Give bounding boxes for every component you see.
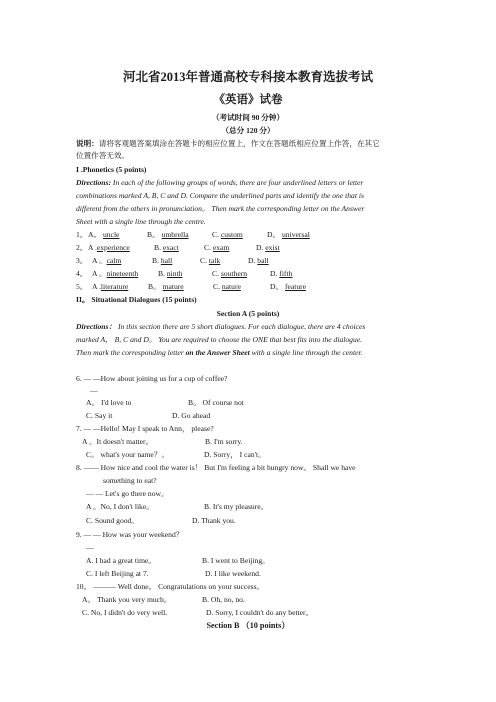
section-b-heading: Section B （10 points） (206, 621, 290, 630)
question-text: — (86, 543, 94, 552)
exam-time: （考试时间 90 分钟） (211, 113, 285, 122)
part2-heading: II。 Situational Dialogues (15 points) (76, 295, 197, 304)
question-text: 7. — —Hello! May I speak to Ann， please? (76, 424, 214, 433)
question-number: 3。 (76, 256, 88, 265)
part1-directions-1 (76, 178, 363, 188)
option-a: A。 uncle (88, 230, 120, 239)
option-b: B. I'm sorry. (205, 437, 243, 446)
part1-dir-label: Directions: (76, 178, 112, 187)
part2-directions-2: marked A， B, C and D。 You are required to choose the ONE that best fits into the dialogue. (76, 335, 363, 344)
option-b: B. ninth (158, 269, 183, 278)
part2-dir-line1: In this section there are 5 short dialogues. For each dialogue, there are 4 choices (116, 322, 366, 331)
option-a: A .literature (92, 282, 129, 291)
part2-dir-label: Directions： (76, 322, 117, 331)
question-text: — — Let's go there now。 (86, 489, 169, 498)
option-a: A. I had a great time。 (86, 556, 157, 565)
question-number: 4。 (76, 269, 88, 278)
part2-directions-3: Then mark the corresponding letter on the Answer Sheet with a single line through the center. (76, 348, 363, 357)
exam-score: （总分 120 分） (221, 126, 275, 135)
question-text: 6. — —How about joining us for a cup of coffee? (76, 374, 228, 383)
exam-note-2: 位置作答无效。 (76, 151, 130, 160)
part2-directions-1 (76, 322, 365, 332)
question-number: 1。 (76, 230, 88, 239)
option-d: D. Sorry, I couldn't do any better。 (206, 608, 314, 617)
option-a: A。 I'd love to (86, 398, 132, 407)
option-a: A 。It doesn't matter。 (82, 437, 154, 446)
question-text: 9. — — How was your weekend？ (76, 530, 184, 539)
option-a: A。 Thank you very much。 (82, 595, 172, 604)
option-d: D。 universal (267, 230, 310, 239)
option-a: A 。calm (92, 256, 122, 265)
question-text: 10。 ——— Well done。 Congratulations on your success。 (76, 582, 265, 591)
option-c: C. custom (212, 230, 243, 239)
exam-title: 河北省2013年普通高校专科接本教育选拔考试 (122, 70, 373, 84)
section-a-heading: Section A (5 points) (216, 309, 280, 318)
option-d: D. ball (248, 256, 269, 265)
part1-directions-3: different from the others in pronunciation。 Then mark the corresponding letter on the Answer (76, 204, 365, 213)
option-c: C. exam (204, 243, 230, 252)
option-d: D. Go ahead (172, 411, 211, 420)
option-a: A .experience (88, 243, 130, 252)
option-c: C. southern (212, 269, 248, 278)
part1-directions-2: combinations marked A, B, C and D. Compare the underlined parts and identify the one that is (76, 191, 364, 200)
option-d: D。 feature (270, 282, 307, 291)
part1-heading: I .Phonetics (5 points) (76, 165, 147, 174)
note-label: 说明： (76, 139, 99, 148)
option-b: B. It's my pleasure。 (204, 502, 269, 511)
option-d: D. Sorry， I can't。 (204, 450, 266, 459)
question-text: 8. —— How nice and cool the water is！ But I'm feeling a bit hungry now。 Shall we have (76, 463, 356, 472)
option-c: C. Say it (86, 411, 113, 420)
option-b: B。 umbrella (147, 230, 189, 239)
option-c: C. talk (200, 256, 221, 265)
option-b: B。 Of course not (188, 398, 244, 407)
question-text: — (90, 386, 98, 395)
option-a: A 。nineteenth (92, 269, 139, 278)
option-d: D. I like weekend. (205, 569, 261, 578)
option-b: B. I went to Beijing。 (202, 556, 270, 565)
option-b: B. exact (154, 243, 179, 252)
exam-note (76, 139, 380, 149)
question-number: 5。 (76, 282, 88, 291)
exam-subject: 《英语》试卷 (213, 94, 283, 106)
option-d: D. Thank you. (192, 516, 236, 525)
part1-directions-4: Sheet with a single line through the centre. (76, 217, 206, 226)
option-c: C. I left Beijing at 7. (86, 569, 149, 578)
option-c: C. Sound good。 (86, 516, 139, 525)
note-text: 请将客观题答案填涂在答题卡的相应位置上，作文在答题纸相应位置上作答，在其它 (98, 139, 380, 148)
question-text: something to eat? (103, 476, 157, 485)
option-c: C。 what's your name？。 (86, 450, 169, 459)
option-d: D. fifth (270, 269, 293, 278)
option-b: B. hall (152, 256, 173, 265)
option-c: C. No, I didn't do very well. (82, 608, 168, 617)
option-c: C. nature (213, 282, 241, 291)
option-b: B. Oh, no, no. (202, 595, 245, 604)
option-b: B。 mature (148, 282, 184, 291)
part1-dir-line1: In each of the following groups of words, there are four underlined letters or letter (111, 178, 364, 187)
question-number: 2。 (76, 243, 88, 252)
option-d: D. exist (256, 243, 280, 252)
option-a: A 。No, I don't like。 (86, 502, 154, 511)
